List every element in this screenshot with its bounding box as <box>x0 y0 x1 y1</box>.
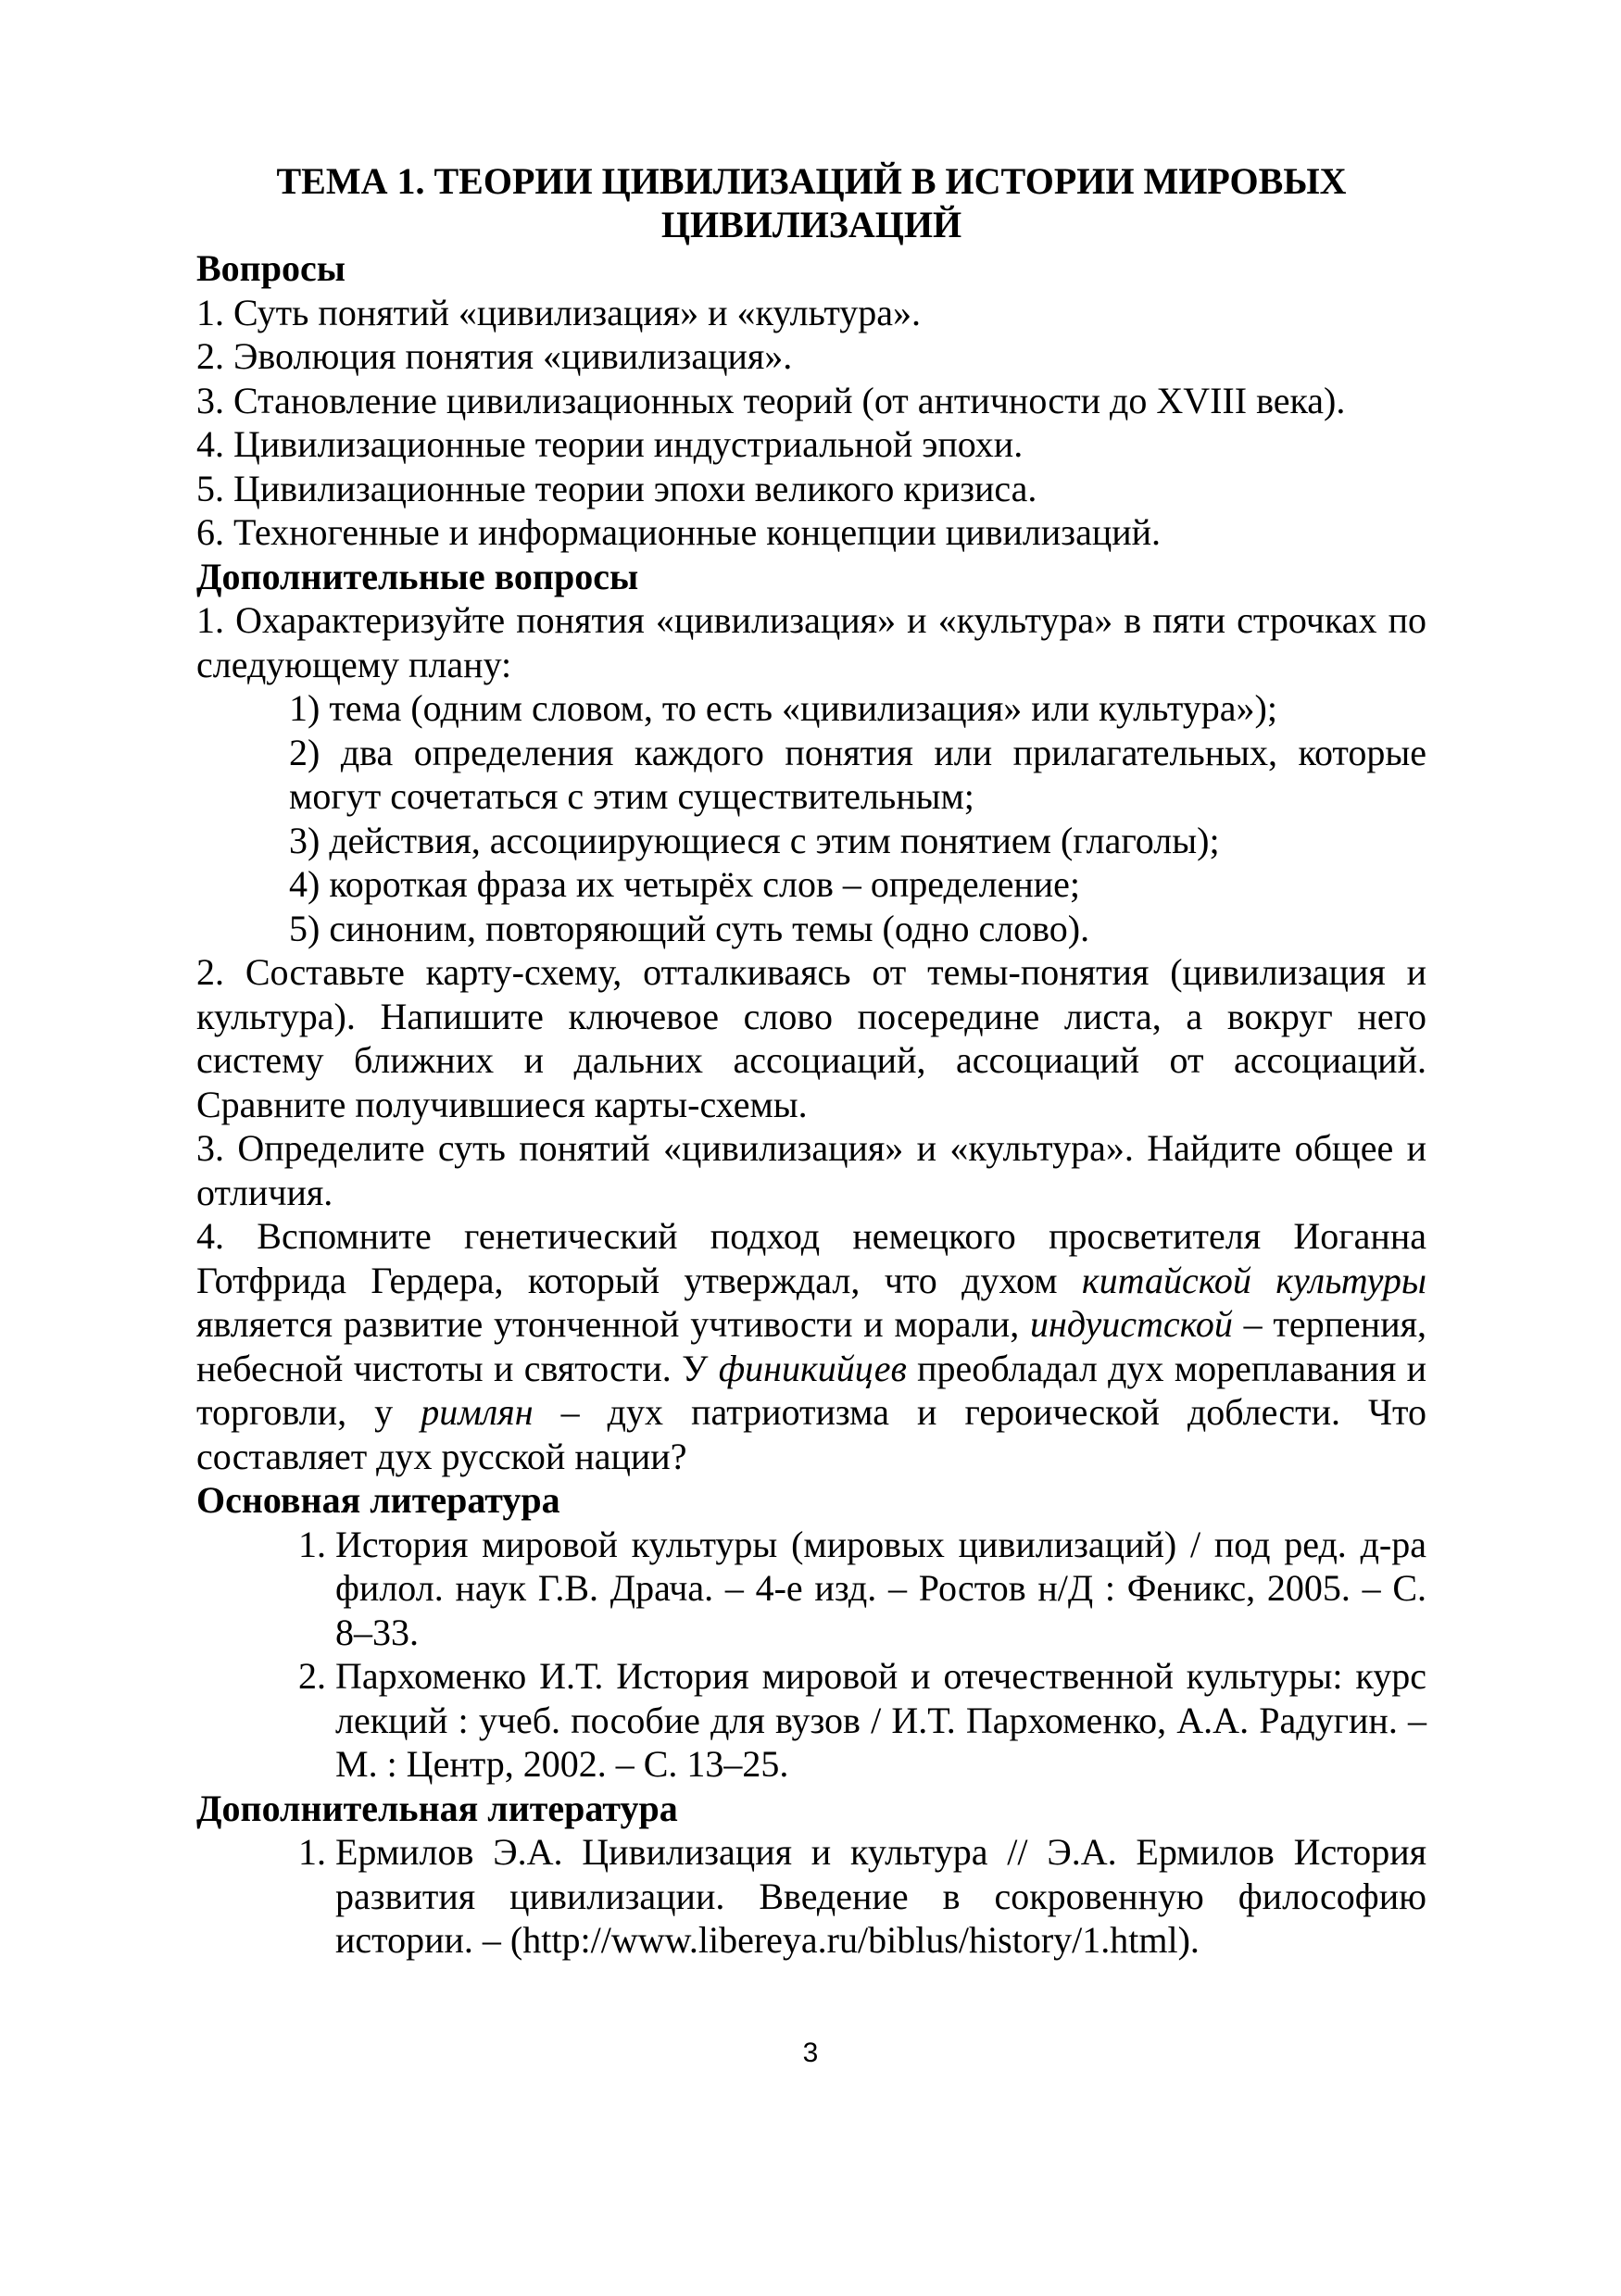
question-item: 1. Суть понятий «цивилизация» и «культура». <box>196 291 922 333</box>
title-line-1: ТЕМА 1. ТЕОРИИ ЦИВИЛИЗАЦИЙ В ИСТОРИИ МИРОВЫХ <box>276 160 1347 202</box>
extra-question-1-subitem: 3) действия, ассоциирующиеся с этим понятием (глаголы); <box>289 819 1220 861</box>
extra-question-4-text: преобладал дух мореплавания и торговли, у <box>196 1347 1426 1433</box>
literature-item-number: 1. <box>298 1523 326 1565</box>
extra-question-1-subitem: 4) короткая фраза их четырёх слов – определение; <box>289 863 1081 905</box>
emphasis-chinese-culture: китайской культуры <box>1081 1259 1427 1301</box>
emphasis-romans: римлян <box>421 1391 534 1433</box>
page-content <box>196 159 1426 1963</box>
literature-item <box>298 1830 1426 1963</box>
literature-item-text: История мировой культуры (мировых цивилизаций) / под ред. д-ра филол. наук Г.В. Драча. – 4-е изд. – Ростов н/Д : Феникс, 2005. – С. 8–33. <box>335 1523 1426 1653</box>
extra-question-4-text: – дух патриотизма и героической доблести. Что составляет дух русской нации? <box>196 1391 1427 1477</box>
title-line-2: ЦИВИЛИЗАЦИЙ <box>660 204 962 245</box>
question-item: 3. Становление цивилизационных теорий (от античности до XVIII века). <box>196 379 1346 421</box>
literature-item-text: Пархоменко И.Т. История мировой и отечественной культуры: курс лекций : учеб. пособие для вузов / И.Т. Пархоменко, А.А. Радугин. – М. : Центр, 2002. – С. 13–25. <box>335 1655 1426 1785</box>
questions-heading: Вопросы <box>196 247 346 289</box>
extra-question-1-intro: 1. Охарактеризуйте понятия «цивилизация» и «культура» в пяти строчках по следующему плану: <box>196 599 1426 685</box>
question-item: 6. Техногенные и информационные концепции цивилизаций. <box>196 511 1162 553</box>
extra-question-1-subitem: 2) два определения каждого понятия или прилагательных, которые могут сочетаться с этим существительным; <box>289 731 1426 817</box>
page-title <box>196 159 1426 246</box>
extra-question-1-subitem: 5) синоним, повторяющий суть темы (одно слово). <box>289 907 1090 949</box>
extra-questions-heading: Дополнительные вопросы <box>196 555 639 597</box>
literature-item-number: 2. <box>298 1655 326 1697</box>
question-item: 2. Эволюция понятия «цивилизация». <box>196 335 793 377</box>
page-number: 3 <box>802 2038 819 2068</box>
extra-question-4 <box>196 1214 1426 1478</box>
literature-item <box>298 1523 1426 1655</box>
extra-question-3: 3. Определите суть понятий «цивилизация» и «культура». Найдите общее и отличия. <box>196 1127 1426 1213</box>
extra-question-4-text: является развитие утонченной учтивости и морали, <box>196 1303 1030 1345</box>
extra-question-4-text: – терпения, небесной чистоты и святости. У <box>196 1303 1426 1389</box>
question-item: 5. Цивилизационные теории эпохи великого кризиса. <box>196 467 1037 509</box>
extra-question-1-subitem: 1) тема (одним словом, то есть «цивилизация» или культура»); <box>289 687 1277 729</box>
main-literature-heading: Основная литература <box>196 1479 560 1521</box>
extra-question-2: 2. Составьте карту-схему, отталкиваясь от темы-понятия (цивилизация и культура). Напишите ключевое слово посередине листа, а вокруг него систему ближних и дальних ассоциаций, ассоциаций от ассоциаций. Сравните получившиеся карты-схемы. <box>196 951 1426 1125</box>
question-item: 4. Цивилизационные теории индустриальной эпохи. <box>196 423 1024 465</box>
extra-question-4-text: 4. Вспомните генетический подход немецкого просветителя Иоганна Готфрида Гердера, который утверждал, что духом <box>196 1215 1426 1301</box>
literature-item <box>298 1654 1426 1787</box>
literature-item-number: 1. <box>298 1831 326 1873</box>
extra-literature-heading: Дополнительная литература <box>196 1787 678 1829</box>
emphasis-hindu: индуистской <box>1029 1303 1233 1345</box>
emphasis-phoenicians: финикийцев <box>718 1347 907 1389</box>
literature-item-text: Ермилов Э.А. Цивилизация и культура // Э.А. Ермилов История развития цивилизации. Введение в сокровенную философию истории. – (http://www.libereya.ru/biblus/history/1.html). <box>335 1831 1426 1961</box>
